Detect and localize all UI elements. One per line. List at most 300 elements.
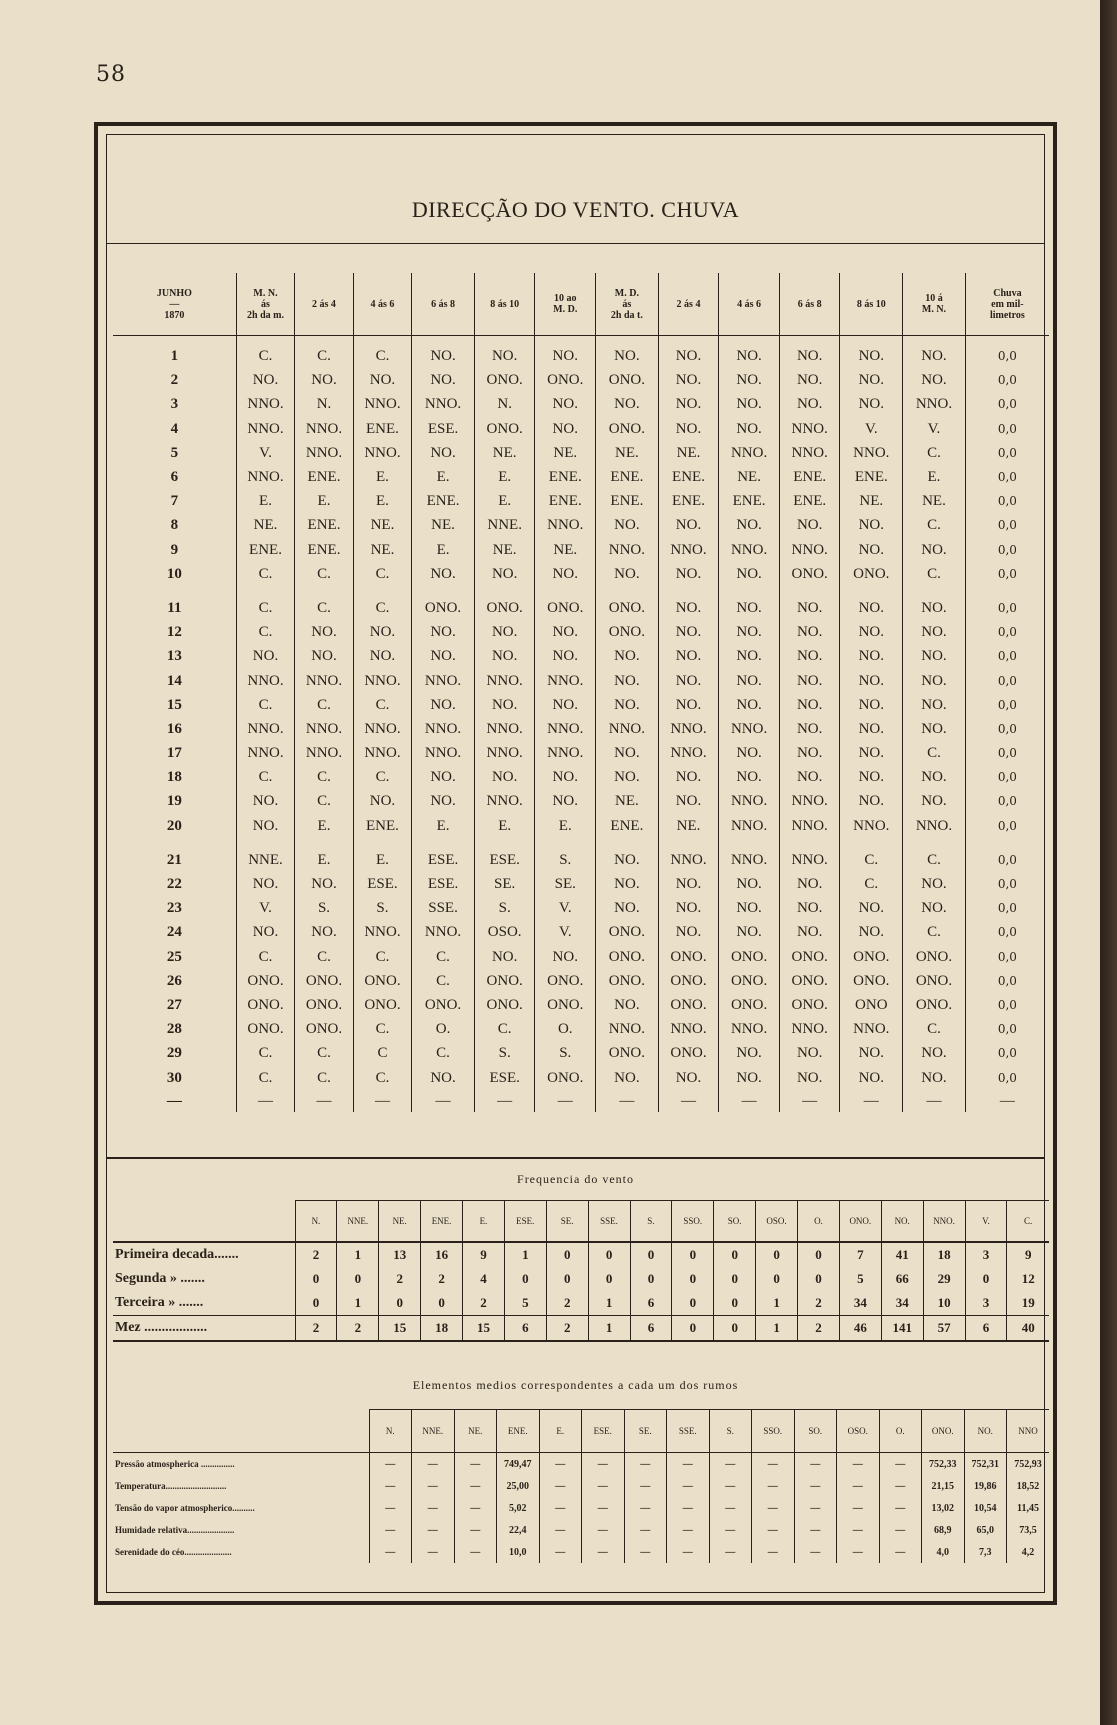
frequency-cell: 2	[295, 1316, 337, 1342]
elements-column-header: NNE.	[412, 1410, 455, 1453]
wind-direction-cell: NO.	[903, 620, 966, 644]
frequency-cell: 0	[756, 1242, 798, 1267]
elements-cell: —	[624, 1453, 667, 1476]
page-title: DIRECÇÃO DO VENTO. CHUVA	[411, 197, 740, 222]
wind-direction-cell: NO.	[779, 741, 840, 765]
gap-cell	[295, 586, 353, 596]
rain-value: 0,0	[965, 513, 1049, 537]
gap-cell	[113, 586, 236, 596]
day-row	[113, 336, 1049, 369]
wind-direction-cell: NE.	[596, 441, 659, 465]
frequency-column-header: SSE.	[588, 1201, 630, 1243]
gap-cell	[236, 586, 294, 596]
gap-cell	[535, 838, 596, 848]
wind-direction-cell: NO.	[295, 644, 353, 668]
day-row	[113, 644, 1049, 668]
frequency-cell: 1	[588, 1316, 630, 1342]
wind-direction-cell: NO.	[535, 789, 596, 813]
wind-direction-cell: NO.	[903, 1065, 966, 1089]
gap-cell	[535, 586, 596, 596]
wind-direction-cell: NNO.	[412, 717, 475, 741]
elements-header-blank	[113, 1410, 369, 1453]
wind-direction-cell: ENE.	[779, 489, 840, 513]
wind-direction-cell: ESE.	[412, 848, 475, 872]
frequency-column-header: ENE.	[421, 1201, 463, 1243]
elements-cell: —	[794, 1453, 837, 1476]
wind-direction-cell: NO.	[840, 693, 903, 717]
wind-direction-cell: V.	[903, 417, 966, 441]
frequency-title: Frequencia do vento	[517, 1172, 634, 1186]
dash-cell: —	[840, 1090, 903, 1112]
wind-direction-cell: NO.	[596, 993, 659, 1017]
wind-direction-cell: NO.	[535, 336, 596, 369]
wind-direction-cell: C.	[236, 596, 294, 620]
rain-value: 0,0	[965, 465, 1049, 489]
day-row	[113, 896, 1049, 920]
wind-direction-cell: NO.	[779, 1065, 840, 1089]
elements-cell: 7,3	[964, 1541, 1007, 1563]
section-rule	[107, 1157, 1044, 1159]
elements-cell: —	[582, 1453, 625, 1476]
frequency-row	[113, 1267, 1049, 1291]
rain-value: 0,0	[965, 668, 1049, 692]
day-number: 26	[166, 972, 182, 989]
wind-direction-cell: NNO.	[596, 538, 659, 562]
frequency-cell: 1	[504, 1242, 546, 1267]
elements-column-header: E.	[539, 1410, 582, 1453]
wind-direction-cell: NO.	[474, 336, 535, 369]
gap-cell	[236, 838, 294, 848]
wind-direction-cell: ENE.	[236, 538, 294, 562]
day-number: 22	[166, 876, 182, 893]
frequency-cell: 2	[295, 1242, 337, 1267]
rain-value: 0,0	[965, 693, 1049, 717]
dash-cell: —	[965, 1090, 1049, 1112]
wind-direction-cell: NNO.	[412, 668, 475, 692]
wind-direction-cell: ONO.	[719, 969, 780, 993]
day-row	[113, 513, 1049, 537]
wind-direction-cell: NO.	[779, 717, 840, 741]
day-row	[113, 1041, 1049, 1065]
wind-direction-cell: ONO.	[658, 993, 719, 1017]
wind-direction-cell: NNO.	[719, 814, 780, 838]
wind-direction-cell: NO.	[236, 814, 294, 838]
wind-direction-cell: ONO.	[840, 945, 903, 969]
wind-direction-cell: NO.	[779, 920, 840, 944]
wind-direction-cell: NO.	[903, 1041, 966, 1065]
gap-cell	[295, 838, 353, 848]
decade-gap-row	[113, 838, 1049, 848]
wind-direction-cell: NNO.	[779, 538, 840, 562]
elements-cell: 21,15	[922, 1475, 965, 1497]
wind-direction-cell: NO.	[596, 336, 659, 369]
day-row	[113, 741, 1049, 765]
elements-column-header: ESE.	[582, 1410, 625, 1453]
wind-direction-cell: NE.	[535, 441, 596, 465]
day-number: 27	[166, 996, 182, 1013]
dash-cell: —	[658, 1090, 719, 1112]
wind-direction-cell: NNE.	[474, 513, 535, 537]
wind-direction-cell: NO.	[412, 336, 475, 369]
day-row	[113, 620, 1049, 644]
wind-direction-cell: NO.	[412, 1065, 475, 1089]
elements-cell: —	[879, 1497, 922, 1519]
wind-direction-cell: ONO.	[412, 993, 475, 1017]
wind-direction-cell: NO.	[596, 741, 659, 765]
day-row	[113, 945, 1049, 969]
wind-direction-cell: NO.	[412, 620, 475, 644]
elements-cell: —	[369, 1519, 412, 1541]
wind-direction-cell: NO.	[658, 513, 719, 537]
wind-direction-cell: NO.	[840, 596, 903, 620]
elements-cell: —	[752, 1541, 795, 1563]
elements-cell: —	[752, 1475, 795, 1497]
elements-cell: —	[454, 1519, 497, 1541]
wind-direction-cell: NO.	[903, 368, 966, 392]
wind-direction-cell: ONO	[840, 993, 903, 1017]
frequency-cell: 0	[295, 1267, 337, 1291]
wind-direction-cell: ENE.	[596, 814, 659, 838]
elements-cell: —	[412, 1497, 455, 1519]
wind-direction-cell: NNO.	[353, 668, 411, 692]
wind-direction-cell: ONO.	[596, 368, 659, 392]
gap-cell	[719, 838, 780, 848]
wind-direction-cell: ONO.	[658, 1041, 719, 1065]
elements-row	[113, 1475, 1049, 1497]
day-number: 9	[170, 541, 179, 558]
elements-cell: —	[709, 1541, 752, 1563]
elements-cell: —	[837, 1519, 880, 1541]
wind-direction-cell: NNO.	[412, 392, 475, 416]
day-number: 11	[167, 599, 182, 616]
wind-direction-cell: NO.	[840, 741, 903, 765]
day-row	[113, 562, 1049, 586]
wind-direction-cell: NO.	[840, 1065, 903, 1089]
wind-direction-cell: NO.	[658, 596, 719, 620]
day-number: 21	[166, 851, 182, 868]
wind-direction-cell: NNO.	[295, 441, 353, 465]
elements-cell: —	[667, 1497, 710, 1519]
elements-row	[113, 1519, 1049, 1541]
wind-direction-cell: E.	[295, 489, 353, 513]
frequency-cell: 3	[965, 1291, 1007, 1316]
day-row	[113, 717, 1049, 741]
frequency-cell: 29	[923, 1267, 965, 1291]
elements-column-header: S.	[709, 1410, 752, 1453]
elements-cell: —	[412, 1541, 455, 1563]
wind-direction-cell: ONO.	[412, 596, 475, 620]
wind-direction-cell: E.	[295, 848, 353, 872]
frequency-column-header: ESE.	[504, 1201, 546, 1243]
wind-direction-cell: NNO.	[596, 717, 659, 741]
frequency-table	[113, 1200, 1049, 1342]
elements-cell: —	[539, 1541, 582, 1563]
wind-direction-cell: NO.	[779, 620, 840, 644]
elements-cell: —	[752, 1453, 795, 1476]
frequency-cell: 141	[881, 1316, 923, 1342]
frequency-cell: 7	[839, 1242, 881, 1267]
wind-direction-cell: ONO.	[779, 993, 840, 1017]
frequency-cell: 6	[504, 1316, 546, 1342]
wind-direction-cell: NO.	[353, 368, 411, 392]
day-number: 12	[166, 624, 182, 641]
wind-direction-cell: ONO.	[474, 417, 535, 441]
day-number: 5	[170, 444, 179, 461]
wind-column-header: 6 ás 8	[779, 273, 840, 336]
frequency-cell: 0	[588, 1242, 630, 1267]
wind-direction-cell: NNO.	[779, 789, 840, 813]
wind-direction-cell: C.	[236, 945, 294, 969]
gap-cell	[903, 586, 966, 596]
wind-direction-cell: ONO.	[474, 969, 535, 993]
dash-cell: —	[779, 1090, 840, 1112]
wind-direction-cell: NNO.	[236, 741, 294, 765]
elements-row-label: Temperatura...........................	[115, 1481, 227, 1491]
frequency-cell: 15	[463, 1316, 505, 1342]
wind-direction-cell: C.	[353, 765, 411, 789]
wind-direction-cell: NE.	[719, 465, 780, 489]
frequency-cell: 2	[798, 1291, 840, 1316]
elements-cell: —	[624, 1497, 667, 1519]
wind-direction-cell: NNO.	[236, 392, 294, 416]
elements-cell: —	[794, 1541, 837, 1563]
gap-cell	[596, 838, 659, 848]
wind-direction-cell: E.	[535, 814, 596, 838]
wind-direction-cell: NO.	[474, 644, 535, 668]
wind-direction-cell: ONO.	[474, 596, 535, 620]
wind-direction-cell: NO.	[412, 441, 475, 465]
wind-direction-table	[113, 273, 1049, 1112]
dash-row	[113, 1090, 1049, 1112]
frequency-cell: 15	[379, 1316, 421, 1342]
day-number: 20	[166, 817, 182, 834]
wind-direction-cell: C.	[353, 596, 411, 620]
wind-direction-cell: SE.	[474, 872, 535, 896]
day-row	[113, 392, 1049, 416]
wind-direction-cell: ESE.	[474, 1065, 535, 1089]
wind-direction-cell: NO.	[840, 789, 903, 813]
wind-table-header	[113, 273, 1049, 336]
wind-direction-cell: NO.	[903, 538, 966, 562]
wind-direction-cell: NE.	[236, 513, 294, 537]
elements-cell: —	[752, 1497, 795, 1519]
elements-cell: 4,0	[922, 1541, 965, 1563]
wind-direction-cell: C.	[412, 969, 475, 993]
wind-direction-cell: NO.	[719, 741, 780, 765]
wind-column-header: 8 ás 10	[840, 273, 903, 336]
wind-direction-cell: NO.	[535, 620, 596, 644]
wind-direction-cell: NO.	[658, 392, 719, 416]
wind-direction-cell: NNO.	[535, 668, 596, 692]
day-row	[113, 993, 1049, 1017]
day-number: 19	[166, 793, 182, 810]
frequency-cell: 19	[1007, 1291, 1049, 1316]
day-number: 28	[166, 1021, 182, 1038]
elements-cell: —	[582, 1541, 625, 1563]
dash-cell: —	[474, 1090, 535, 1112]
wind-direction-cell: ONO.	[596, 596, 659, 620]
wind-direction-cell: NO.	[903, 668, 966, 692]
wind-direction-cell: NO.	[719, 513, 780, 537]
wind-direction-cell: V.	[840, 417, 903, 441]
wind-direction-cell: NO.	[779, 765, 840, 789]
wind-direction-cell: ONO.	[236, 993, 294, 1017]
rain-value: 0,0	[965, 765, 1049, 789]
wind-direction-cell: ESE.	[412, 417, 475, 441]
day-row	[113, 668, 1049, 692]
wind-direction-cell: NNO.	[295, 741, 353, 765]
gap-cell	[840, 838, 903, 848]
wind-direction-cell: ENE.	[295, 465, 353, 489]
elements-cell: —	[879, 1453, 922, 1476]
elements-cell: —	[752, 1519, 795, 1541]
frequency-cell: 66	[881, 1267, 923, 1291]
frequency-cell: 1	[756, 1316, 798, 1342]
wind-direction-cell: NO.	[353, 789, 411, 813]
wind-direction-cell: NO.	[719, 392, 780, 416]
wind-direction-cell: ENE.	[295, 513, 353, 537]
wind-direction-cell: NNO.	[412, 741, 475, 765]
gap-cell	[596, 586, 659, 596]
elements-cell: —	[624, 1475, 667, 1497]
elements-cell: —	[794, 1475, 837, 1497]
wind-direction-cell: NE.	[840, 489, 903, 513]
dash-cell: —	[903, 1090, 966, 1112]
day-number: 2	[170, 372, 179, 389]
rain-value: 0,0	[965, 538, 1049, 562]
wind-direction-cell: NO.	[779, 392, 840, 416]
elements-cell: —	[412, 1519, 455, 1541]
elements-column-header: NO.	[964, 1410, 1007, 1453]
wind-direction-cell: NNO.	[779, 814, 840, 838]
rain-value: 0,0	[965, 872, 1049, 896]
day-row	[113, 489, 1049, 513]
rain-value: 0,0	[965, 562, 1049, 586]
wind-direction-cell: NNO.	[236, 465, 294, 489]
frequency-cell: 0	[965, 1267, 1007, 1291]
wind-direction-cell: NO.	[353, 620, 411, 644]
wind-direction-cell: C.	[903, 741, 966, 765]
wind-direction-cell: NNE.	[236, 848, 294, 872]
gap-cell	[779, 586, 840, 596]
wind-direction-cell: E.	[412, 538, 475, 562]
frequency-column-header: NNE.	[337, 1201, 379, 1243]
wind-direction-cell: ENE.	[353, 417, 411, 441]
frequency-column-header: SE.	[546, 1201, 588, 1243]
elements-cell: —	[412, 1453, 455, 1476]
wind-direction-cell: C.	[236, 1065, 294, 1089]
dash-cell: —	[719, 1090, 780, 1112]
frequency-row	[113, 1316, 1049, 1342]
wind-direction-cell: ONO.	[596, 417, 659, 441]
wind-direction-cell: NO.	[353, 644, 411, 668]
wind-direction-cell: C.	[295, 693, 353, 717]
wind-direction-cell: NNO.	[474, 741, 535, 765]
wind-direction-cell: ONO.	[236, 969, 294, 993]
wind-direction-cell: S.	[535, 1041, 596, 1065]
frequency-cell: 4	[463, 1267, 505, 1291]
day-number: 4	[170, 420, 179, 437]
day-row	[113, 538, 1049, 562]
gap-cell	[965, 838, 1049, 848]
gap-cell	[353, 586, 411, 596]
frequency-row	[113, 1242, 1049, 1267]
elements-cell: —	[539, 1453, 582, 1476]
frequency-cell: 40	[1007, 1316, 1049, 1342]
wind-direction-cell: E.	[412, 814, 475, 838]
day-number: 15	[166, 696, 182, 713]
wind-direction-cell: NE.	[353, 538, 411, 562]
elements-cell: —	[709, 1519, 752, 1541]
wind-direction-cell: NNO.	[840, 1017, 903, 1041]
wind-direction-cell: ONO.	[236, 1017, 294, 1041]
day-number: 8	[170, 517, 179, 534]
frequency-cell: 57	[923, 1316, 965, 1342]
wind-direction-cell: NNO.	[719, 441, 780, 465]
wind-direction-cell: C.	[353, 1017, 411, 1041]
gap-cell	[412, 838, 475, 848]
elements-cell: 25,00	[497, 1475, 540, 1497]
wind-direction-cell: C.	[412, 1041, 475, 1065]
wind-direction-cell: NNO.	[719, 1017, 780, 1041]
wind-direction-cell: NO.	[236, 872, 294, 896]
wind-direction-cell: NNO.	[295, 717, 353, 741]
wind-direction-cell: ESE.	[353, 872, 411, 896]
frequency-cell: 5	[839, 1267, 881, 1291]
wind-direction-cell: E.	[474, 465, 535, 489]
wind-direction-cell: NO.	[719, 1041, 780, 1065]
wind-direction-cell: NNO.	[474, 668, 535, 692]
wind-direction-cell: NE.	[353, 513, 411, 537]
frequency-cell: 18	[923, 1242, 965, 1267]
wind-direction-cell: NNO.	[658, 848, 719, 872]
wind-direction-cell: ENE.	[353, 814, 411, 838]
frequency-cell: 0	[672, 1267, 714, 1291]
wind-direction-cell: NO.	[779, 644, 840, 668]
elements-cell: 73,5	[1007, 1519, 1050, 1541]
wind-direction-cell: NO.	[535, 693, 596, 717]
wind-direction-cell: S.	[474, 896, 535, 920]
elements-cell: —	[837, 1497, 880, 1519]
gap-cell	[474, 586, 535, 596]
frequency-cell: 0	[714, 1242, 756, 1267]
wind-column-header: 4 ás 6	[719, 273, 780, 336]
wind-direction-cell: NO.	[412, 693, 475, 717]
day-row	[113, 789, 1049, 813]
wind-direction-cell: NO.	[412, 562, 475, 586]
wind-direction-cell: NO.	[658, 336, 719, 369]
rain-value: 0,0	[965, 441, 1049, 465]
frequency-cell: 1	[588, 1291, 630, 1316]
wind-direction-cell: NNO.	[779, 441, 840, 465]
wind-direction-cell: NNO.	[353, 392, 411, 416]
rain-value: 0,0	[965, 993, 1049, 1017]
wind-direction-cell: NO.	[779, 668, 840, 692]
wind-direction-cell: C.	[353, 693, 411, 717]
elements-cell: 749,47	[497, 1453, 540, 1476]
day-row	[113, 596, 1049, 620]
wind-direction-cell: ONO.	[596, 969, 659, 993]
wind-direction-cell: NO.	[719, 644, 780, 668]
elements-cell: —	[454, 1541, 497, 1563]
day-row	[113, 693, 1049, 717]
wind-direction-cell: NNO.	[779, 1017, 840, 1041]
day-number: 23	[166, 900, 182, 917]
wind-direction-cell: NO.	[658, 789, 719, 813]
gap-cell	[719, 586, 780, 596]
elements-cell: 18,52	[1007, 1475, 1050, 1497]
wind-direction-cell: NNO.	[353, 741, 411, 765]
